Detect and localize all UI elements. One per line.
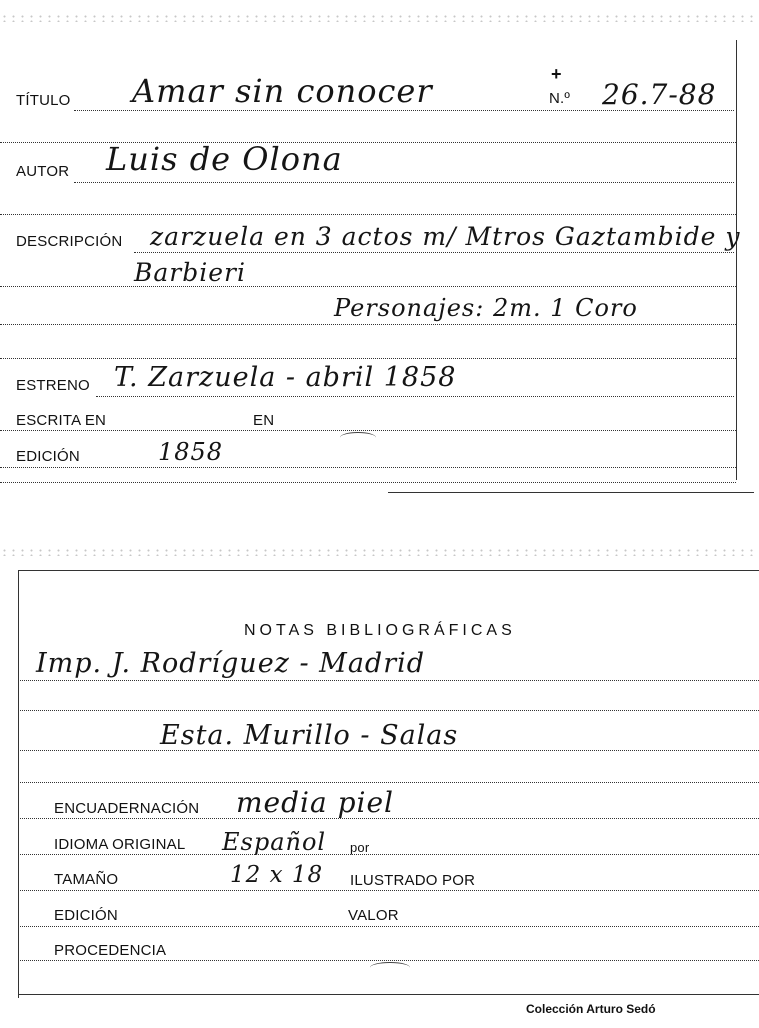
notas-rule-2 — [18, 710, 759, 711]
edicion1-value: 1858 — [158, 438, 224, 466]
tamano-value: 12 x 18 — [230, 862, 324, 888]
tamano-rule — [18, 890, 759, 891]
card2-top-rule — [18, 570, 759, 571]
descripcion-rule-2 — [0, 286, 736, 287]
encuadernacion-value: media piel — [236, 786, 394, 819]
notas-heading: NOTAS BIBLIOGRÁFICAS — [244, 622, 516, 639]
descripcion-label: DESCRIPCIÓN — [16, 233, 123, 250]
estreno-rule — [96, 396, 734, 397]
autor-rule — [74, 182, 734, 183]
edicion2-label: EDICIÓN — [54, 907, 118, 924]
en-label: EN — [253, 412, 275, 429]
descripcion-rule-1 — [134, 252, 734, 253]
notas-rule-1 — [18, 680, 759, 681]
ilustrado-label: ILUSTRADO POR — [350, 872, 476, 889]
card1-top-edge — [0, 14, 759, 22]
descripcion-line2: Barbieri — [134, 258, 246, 287]
idioma-rule — [18, 854, 759, 855]
titulo-rule — [74, 110, 734, 111]
procedencia-rule — [18, 960, 759, 961]
encuadernacion-label: ENCUADERNACIÓN — [54, 800, 200, 817]
notas-line2: Esta. Murillo - Salas — [160, 720, 459, 751]
card2-bottom-rule — [18, 994, 759, 995]
descripcion-line1: zarzuela en 3 actos m/ Mtros Gaztambide y — [150, 222, 741, 251]
edicion1-rule — [0, 467, 736, 468]
coleccion-credit: Colección Arturo Sedó — [526, 1002, 656, 1016]
descripcion-line3: Personajes: 2m. 1 Coro — [334, 294, 638, 322]
numero-mark: + — [551, 64, 562, 84]
procedencia-label: PROCEDENCIA — [54, 942, 167, 959]
idioma-value: Español — [222, 828, 327, 856]
titulo-value: Amar sin conocer — [132, 72, 433, 110]
card1-right-border — [736, 40, 737, 480]
por-label: por — [350, 840, 370, 855]
numero-value: 26.7-88 — [602, 78, 717, 111]
autor-label: AUTOR — [16, 163, 70, 180]
card2-top-edge — [0, 548, 759, 556]
estreno-value: T. Zarzuela - abril 1858 — [114, 362, 457, 393]
ink-smudge-1 — [340, 432, 376, 443]
escrita-rule — [0, 430, 736, 431]
card1-rule-b — [0, 214, 736, 215]
card1-rule-d — [0, 358, 736, 359]
tamano-label: TAMAÑO — [54, 871, 119, 888]
notas-rule-4 — [18, 782, 759, 783]
edicion2-rule — [18, 926, 759, 927]
autor-value: Luis de Olona — [106, 140, 343, 178]
titulo-label: TÍTULO — [16, 92, 71, 109]
notas-line1: Imp. J. Rodríguez - Madrid — [36, 648, 426, 679]
edicion1-label: EDICIÓN — [16, 448, 80, 465]
idioma-label: IDIOMA ORIGINAL — [54, 836, 186, 853]
estreno-label: ESTRENO — [16, 377, 90, 394]
ink-smudge-2 — [370, 962, 410, 973]
valor-label: VALOR — [348, 907, 399, 924]
escrita-label: ESCRITA EN — [16, 412, 107, 429]
card1-rule-c — [0, 324, 736, 325]
numero-label: N.º — [549, 90, 571, 107]
encuadernacion-rule — [18, 818, 759, 819]
card2-left-border — [18, 570, 19, 998]
card1-bottom-solid — [388, 492, 754, 493]
notas-rule-3 — [18, 750, 759, 751]
card1-bottom-rule — [0, 482, 736, 483]
